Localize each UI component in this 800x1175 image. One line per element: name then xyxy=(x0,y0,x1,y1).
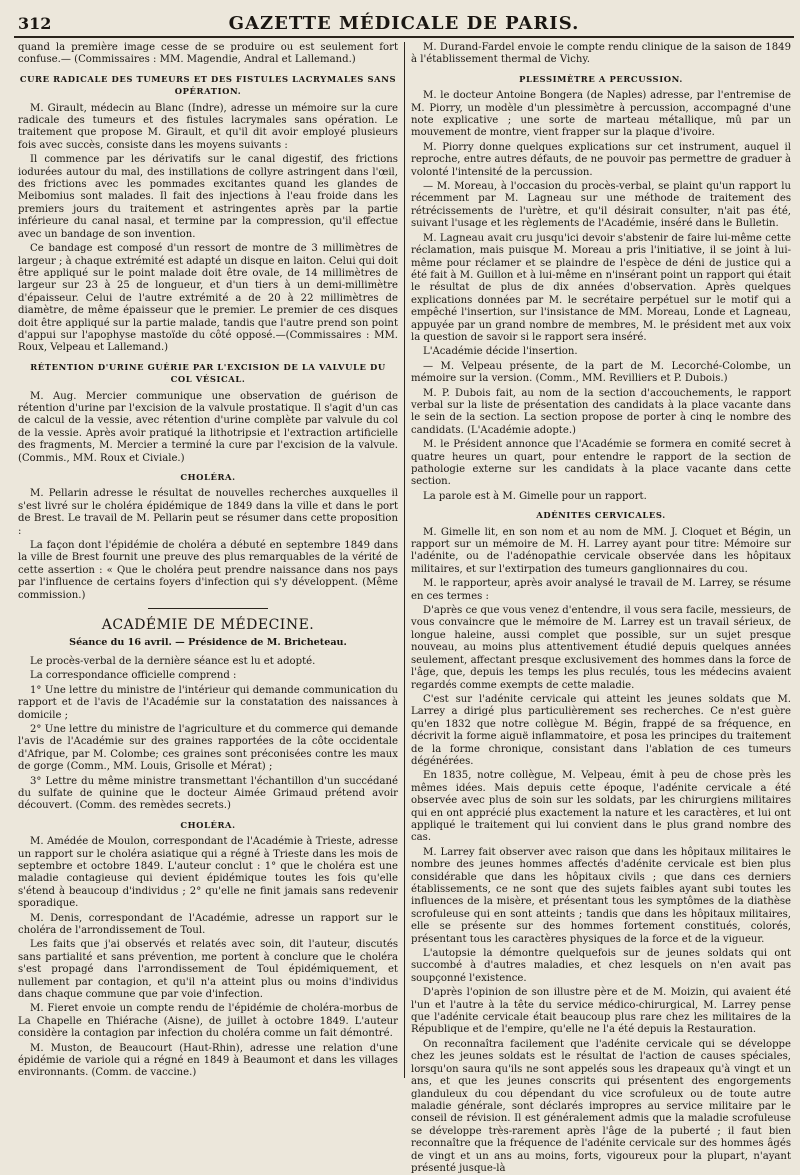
paragraph: M. Larrey fait observer avec raison que dans les hôpitaux militaires le nombre des jeunes hommes affectés d'adénite cervicale est bien plus considérable que dans les hôpitaux civils ; que dans ces derniers établissements, ce ne sont que des sujets faibles ayant subi toutes les influences de la misère, et présentant tous les symptômes de la diathèse scrofuleuse qui en sont atteints ; tandis que dans les hôpitaux militaires, elle se présente sur des hommes fortement constitués, colorés, présentant tous les caractères physiques de la force et de la vigueur. xyxy=(411,846,791,945)
paragraph: — M. Moreau, à l'occasion du procès-verbal, se plaint qu'un rapport lu récemment par M. Lagneau sur une méthode de traitement des rétrécissements de l'urètre, et qu'il désirait consulter, n'ait pas été, suivant l'usage et les règlements de l'Académie, inséré dans le Bulletin. xyxy=(411,181,791,230)
paragraph: 2° Une lettre du ministre de l'agriculture et du commerce qui demande l'avis de l'Académie sur des graines rapportées de la côte occidentale d'Afrique, par M. Colombe; ces graines sont préconisées contre les maux de gorge (Comm., MM. Louis, Grisolle et Mérat) ; xyxy=(18,723,398,773)
paragraph: Ce bandage est composé d'un ressort de montre de 3 millimètres de largeur ; à chaque extrémité est adapté un disque en laiton. Celui qui doit être appliqué sur le point malade doit être ovale, de 14 millimètres de largeur sur 23 à 25 de longueur, et d'un tiers à un demi-millimètre d'épaisseur. Celui de l'autre extrémité a de 20 à 22 millimètres de diamètre, de même épaisseur que le premier. Le premier de ces disques doit être appliqué sur la partie malade, tandis que l'autre prend son point d'appui sur l'apophyse mastoïde du côté opposé.—(Commissaires : MM. Roux, Velpeau et Lallemand.) xyxy=(18,243,398,354)
separator-rule xyxy=(148,608,268,609)
paragraph: M. le rapporteur, après avoir analysé le travail de M. Larrey, se résume en ces termes : xyxy=(411,578,791,602)
paragraph: M. Durand-Fardel envoie le compte rendu clinique de la saison de 1849 à l'établissement thermal de Vichy. xyxy=(411,42,791,66)
left-column xyxy=(18,42,398,1078)
right-column xyxy=(411,42,791,1174)
paragraph: On reconnaîtra facilement que l'adénite cervicale qui se développe chez les jeunes soldats est le résultat de l'action de causes spéciales, lorsqu'on saura qu'ils ne sont appelés sous les drapeaux qu'à vingt et un ans, et que les jeunes conscrits qui présentent des engorgements glanduleux du cou dépendant du vice scrofuleux ou de toute autre maladie générale, sont déclarés impropres au service militaire par le conseil de révision. Il est généralement admis que la maladie scrofuleuse se développe très-rarement après l'âge de la puberté ; il faut bien reconnaître que la fréquence de l'adénite cervicale sur des hommes âgés de vingt et un ans au moins, forts, vigoureux pour la plupart, n'ayant présenté jusque-là xyxy=(411,1038,791,1174)
paragraph: D'après ce que vous venez d'entendre, il vous sera facile, messieurs, de vous convaincre que le mémoire de M. Larrey est un travail sérieux, de longue haleine, aussi complet que possible, sur un sujet presque nouveau, au moins plus attentivement étudié depuis quelques années seulement, affectant presque exclusivement des hommes dans la force de l'âge, que, depuis les temps les plus reculés, tous les médecins avaient regardés comme exempts de cette maladie. xyxy=(411,605,791,691)
columns xyxy=(14,42,794,1174)
paragraph: quand la première image cesse de se produire ou est seulement fort confuse.— (Commissaires : MM. Magendie, Andral et Lallemand.) xyxy=(18,42,398,66)
paragraph: M. le docteur Antoine Bongera (de Naples) adresse, par l'entremise de M. Piorry, un modèle d'un plessimètre à percussion, accompagné d'une note explicative ; une sorte de marteau métallique, mû par un mouvement de montre, vient frapper sur la plaque d'ivoire. xyxy=(411,90,791,139)
paragraph: M. Muston, de Beaucourt (Haut-Rhin), adresse une relation d'une épidémie de variole qui a régné en 1849 à Beaumont et dans les villages environnants. (Comm. de vaccine.) xyxy=(18,1042,398,1079)
paragraph: M. Pellarin adresse le résultat de nouvelles recherches auxquelles il s'est livré sur le choléra épidémique de 1849 dans la ville et dans le port de Brest. Le travail de M. Pellarin peut se résumer dans cette proposition : xyxy=(18,488,398,537)
paragraph: M. P. Dubois fait, au nom de la section d'accouchements, le rapport verbal sur la liste de présentation des candidats à la place vacante dans le sein de la section. La section propose de porter à cinq le nombre des candidats. (L'Académie adopte.) xyxy=(411,387,791,436)
section-heading: ADÉNITES CERVICALES. xyxy=(536,510,666,521)
page-number: 312 xyxy=(18,14,52,33)
paragraph: L'autopsie la démontre quelquefois sur de jeunes soldats qui ont succombé à d'autres maladies, et chez lesquels on n'en avait pas soupçonné l'existence. xyxy=(411,948,791,984)
paragraph: La correspondance officielle comprend : xyxy=(30,670,237,682)
paragraph: M. Amédée de Moulon, correspondant de l'Académie à Trieste, adresse un rapport sur le choléra asiatique qui a régné à Trieste dans les mois de septembre et octobre 1849. L'auteur conclut : 1° que le choléra est une maladie contagieuse qui devient épidémique toutes les fois qu'elle s'étend à beaucoup d'individus ; 2° qu'elle ne finit jamais sans redevenir sporadique. xyxy=(18,836,398,910)
paragraph: M. Aug. Mercier communique une observation de guérison de rétention d'urine par l'excision de la valvule prostatique. Il s'agit d'un cas de calcul de la vessie, avec rétention d'urine complète par valvule du col de la vessie. Après avoir pratiqué la lithotripsie et l'extraction artificielle des fragments, M. Mercier a terminé la cure par l'excision de la valvule. (Commis., MM. Roux et Civiale.) xyxy=(18,390,398,464)
journal-title: GAZETTE MÉDICALE DE PARIS. xyxy=(228,13,580,34)
paragraph: M. Lagneau avait cru jusqu'ici devoir s'abstenir de faire lui-même cette réclamation, mais puisque M. Moreau a pris l'initiative, il se joint à lui-même pour réclamer et se plaindre de l'espèce de déni de justice qui a été fait à M. Guillon et à lui-même en n'insérant point un rapport qui était le résultat de plus de dix années d'observation. Après quelques explications données par M. le secrétaire perpétuel sur le motif qui a empêché l'insertion, sur l'insistance de MM. Moreau, Londe et Lagneau, appuyée par un grand nombre de membres, M. le président met aux voix la question de savoir si le rapport sera inséré. xyxy=(411,232,791,343)
section-heading: CHOLÉRA. xyxy=(180,819,236,830)
paragraph: 3° Lettre du même ministre transmettant l'échantillon d'un succédané du sulfate de quinine que le docteur Aimée Grimaud prétend avoir découvert. (Comm. des remèdes secrets.) xyxy=(18,775,398,812)
paragraph: Les faits que j'ai observés et relatés avec soin, dit l'auteur, discutés sans partialité et sans prévention, me portent à conclure que le choléra s'est propagé dans l'arrondissement de Toul épidémiquement, et nullement par contagion, et qu'il n'a atteint plus ou moins d'individus dans chaque commune que par voie d'infection. xyxy=(18,939,398,1001)
page-header xyxy=(14,12,794,38)
paragraph: D'après l'opinion de son illustre père et de M. Moizin, qui avaient été l'un et l'autre à la tête du service médico-chirurgical, M. Larrey pense que l'adénite cervicale était beaucoup plus rare chez les militaires de la République et de l'empire, qu'elle ne l'a été depuis la Restauration. xyxy=(411,987,791,1036)
paragraph: L'Académie décide l'insertion. xyxy=(423,346,578,358)
paragraph: M. Denis, correspondant de l'Académie, adresse un rapport sur le choléra de l'arrondissement de Toul. xyxy=(18,912,398,936)
section-heading: CURE RADICALE DES TUMEURS ET DES FISTULES LACRYMALES SANS OPÉRATION. xyxy=(19,73,397,97)
paragraph: Il commence par les dérivatifs sur le canal digestif, des frictions iodurées autour du mal, des instillations de collyre astringent dans l'œil, des frictions avec les pommades excitantes quand les glandes de Meibomius sont malades. Il fait des injections à l'eau froide dans les premiers jours du traitement et astringentes après par la partie inférieure du canal nasal, et termine par la compression, qu'il effectue avec un bandage de son invention. xyxy=(18,154,398,240)
section-heading: CHOLÉRA. xyxy=(180,472,236,482)
paragraph: — M. Velpeau présente, de la part de M. Lecorché-Colombe, un mémoire sur la version. (Comm., MM. Revilliers et P. Dubois.) xyxy=(411,360,791,385)
session-heading: Séance du 16 avril. — Présidence de M. Bricheteau. xyxy=(69,637,347,649)
paragraph: La parole est à M. Gimelle pour un rapport. xyxy=(423,490,647,502)
paragraph: 1° Une lettre du ministre de l'intérieur qui demande communication du rapport et de l'avis de l'Académie sur la constatation des naissances à domicile ; xyxy=(18,684,398,721)
section-heading: RÉTENTION D'URINE GUÉRIE PAR L'EXCISION DE LA VALVULE DU COL VÉSICAL. xyxy=(30,361,386,385)
column-rule xyxy=(404,42,405,1078)
section-heading: PLESSIMÈTRE A PERCUSSION. xyxy=(519,73,683,84)
newspaper-page xyxy=(14,12,794,1174)
academy-heading: ACADÉMIE DE MÉDECINE. xyxy=(101,617,315,634)
paragraph: M. Gimelle lit, en son nom et au nom de MM. J. Cloquet et Bégin, un rapport sur un mémoire de M. H. Larrey ayant pour titre: Mémoire sur l'adénite, ou de l'adénopathie cervicale observée dans les hôpitaux militaires, et sur l'extirpation des tumeurs ganglionnaires du cou. xyxy=(411,526,791,575)
paragraph: M. le Président annonce que l'Académie se formera en comité secret à quatre heures un quart, pour entendre le rapport de la section de pathologie externe sur les candidats à la place vacante dans cette section. xyxy=(411,439,791,488)
paragraph: C'est sur l'adénite cervicale qui atteint les jeunes soldats que M. Larrey a dirigé plus particulièrement ses recherches. Ce n'est guère qu'en 1832 que notre collègue M. Bégin, frappé de sa fréquence, en décrivit la forme aiguë inflammatoire, et posa les principes du traitement de la forme chronique, consistant dans l'ablation de ces tumeurs dégénérées. xyxy=(411,693,791,767)
paragraph: M. Fieret envoie un compte rendu de l'épidémie de choléra-morbus de La Chapelle en Thiérache (Aisne), de juillet à octobre 1849. L'auteur considère la contagion par infection du choléra comme un fait démontré. xyxy=(18,1003,398,1040)
paragraph: Le procès-verbal de la dernière séance est lu et adopté. xyxy=(30,655,316,667)
paragraph: En 1835, notre collègue, M. Velpeau, émit à peu de chose près les mêmes idées. Mais depuis cette époque, l'adénite cervicale a été observée avec plus de soin sur les soldats, par les chirurgiens militaires qui en ont apprécié plus exactement la nature et les caractères, et lui ont appliqué le traitement qui lui convient dans le plus grand nombre des cas. xyxy=(411,770,791,844)
paragraph: M. Girault, médecin au Blanc (Indre), adresse un mémoire sur la cure radicale des tumeurs et des fistules lacrymales sans opération. Le traitement que propose M. Girault, et qu'il dit avoir employé plusieurs fois avec succès, consiste dans les moyens suivants : xyxy=(18,102,398,151)
paragraph: La façon dont l'épidémie de choléra a débuté en septembre 1849 dans la ville de Brest fournit une preuve des plus remarquables de la vérité de cette assertion : « Que le choléra peut prendre naissance dans nos pays par l'influence de certains foyers d'infection qui s'y développent. (Même commission.) xyxy=(18,540,398,601)
paragraph: M. Piorry donne quelques explications sur cet instrument, auquel il reproche, entre autres défauts, de ne pouvoir pas permettre de graduer à volonté l'intensité de la percussion. xyxy=(411,141,791,178)
